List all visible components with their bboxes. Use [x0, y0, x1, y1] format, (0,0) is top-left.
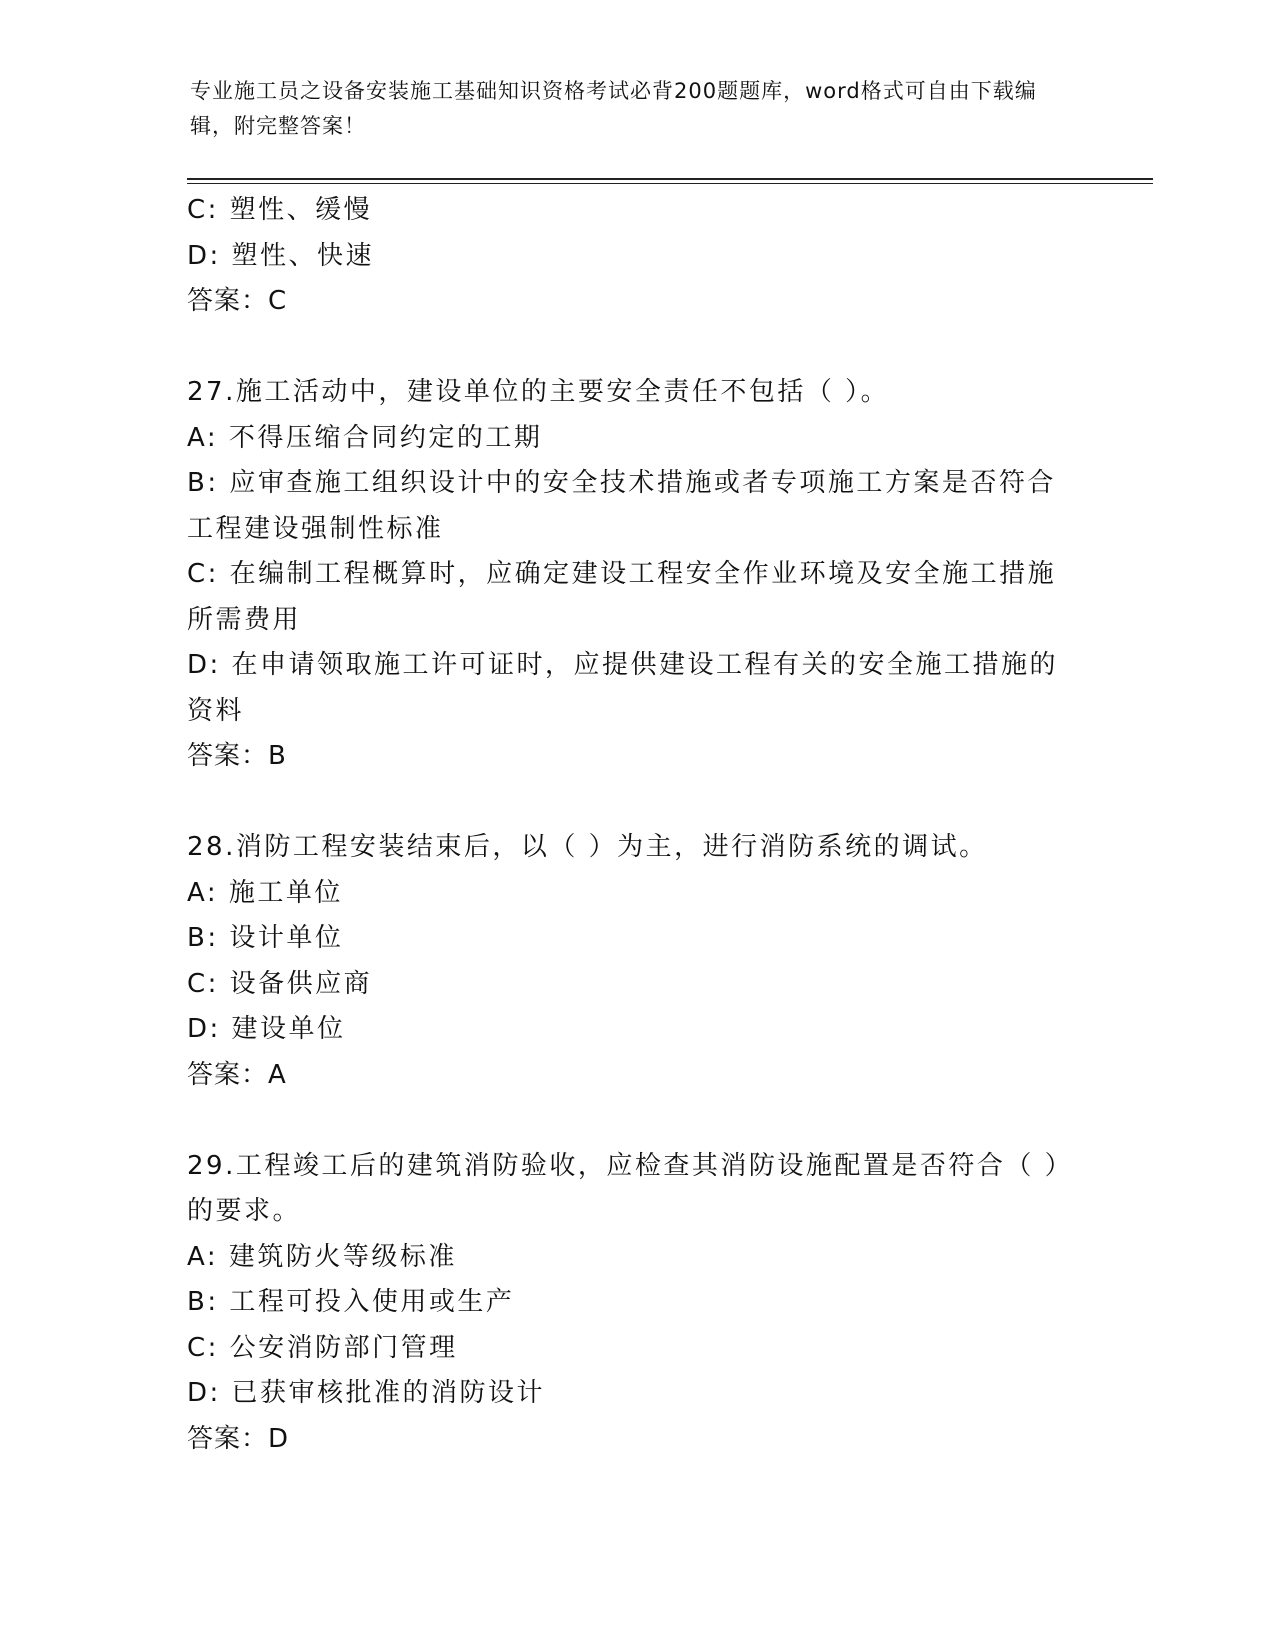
- spacer: [187, 325, 1077, 371]
- option-a: A: 施工单位: [187, 877, 343, 908]
- question-content: [187, 188, 1077, 1462]
- answer: 答案：C: [187, 286, 288, 316]
- option-d: D: 已获审核批准的消防设计: [187, 1378, 546, 1408]
- document-header: [190, 74, 1070, 144]
- option-a: A: 建筑防火等级标准: [187, 1241, 457, 1272]
- carryover-block: [187, 188, 1077, 325]
- option-b: B: 工程可投入使用或生产: [187, 1287, 515, 1317]
- header-title: 专业施工员之设备安装施工基础知识资格考试必背200题题库，word格式可自由下载编辑，附完整答案！: [190, 79, 1037, 138]
- option-c: C: 塑性、缓慢: [187, 195, 373, 225]
- option-d: D: 塑性、快速: [187, 240, 375, 271]
- question-stem: 28.消防工程安装结束后，以（ ）为主，进行消防系统的调试。: [187, 832, 988, 862]
- option-b: B: 应审查施工组织设计中的安全技术措施或者专项施工方案是否符合工程建设强制性标准: [187, 468, 1056, 544]
- spacer: [187, 780, 1077, 826]
- answer: 答案：D: [187, 1423, 290, 1454]
- option-d: D: 在申请领取施工许可证时，应提供建设工程有关的安全施工措施的资料: [187, 650, 1059, 726]
- option-c: C: 设备供应商: [187, 968, 373, 999]
- option-c: C: 在编制工程概算时，应确定建设工程安全作业环境及安全施工措施所需费用: [187, 559, 1057, 635]
- option-c: C: 公安消防部门管理: [187, 1332, 458, 1363]
- option-a: A: 不得压缩合同约定的工期: [187, 422, 543, 453]
- header-divider-thin: [187, 183, 1153, 184]
- question-29: [187, 1144, 1077, 1463]
- answer: 答案：A: [187, 1059, 287, 1090]
- question-stem: 29.工程竣工后的建筑消防验收，应检查其消防设施配置是否符合（ ）的要求。: [187, 1150, 1074, 1226]
- option-b: B: 设计单位: [187, 923, 344, 953]
- question-stem: 27.施工活动中，建设单位的主要安全责任不包括（ ）。: [187, 377, 890, 407]
- question-27: [187, 370, 1077, 780]
- question-28: [187, 825, 1077, 1098]
- option-d: D: 建设单位: [187, 1014, 346, 1044]
- spacer: [187, 1098, 1077, 1144]
- header-divider-thick: [187, 178, 1153, 180]
- answer: 答案：B: [187, 741, 287, 771]
